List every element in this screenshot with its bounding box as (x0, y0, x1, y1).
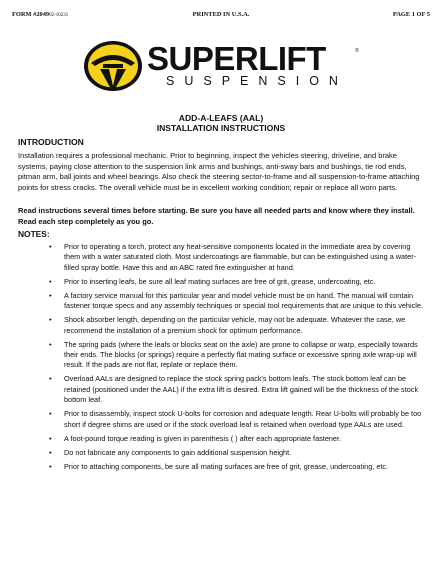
logo-emblem-icon (83, 39, 143, 93)
note-item: • Shock absorber length, depending on the particular vehicle, may not be adequate. Whatever the case, we recommend the installation of a premium shock for optimum performance. (49, 315, 406, 335)
superlift-logo (0, 39, 442, 99)
note-item: • Prior to attaching components, be sure all mating surfaces are free of grit, grease, undercoating, etc. (49, 461, 389, 471)
note-item: • Overload AALs are designed to replace the stock spring pack's bottom leafs. The stock bottom leaf can be retained (positioned under the AAL) if the extra lift is desired. Extra lift gained will be the thickness of the stock bottom leaf. (49, 374, 419, 405)
note-item: • Prior to disassembly, inspect stock U-bolts for corrosion and adequate length. Rear U-bolts will probably be too short if degree shims are used or if the stock overload leaf is retained when overload type AALs are used. (49, 409, 422, 429)
page-number: PAGE 1 OF 5 (392, 11, 430, 18)
document-title (0, 113, 442, 133)
title-line-2: INSTALLATION INSTRUCTIONS (156, 123, 286, 133)
printed-in-usa: PRINTED IN U.S.A. (192, 11, 250, 18)
notes-list (0, 242, 442, 476)
bullet-icon: • (49, 433, 52, 443)
bullet-icon: • (49, 339, 52, 349)
bullet-icon: • (49, 374, 52, 384)
bullet-icon: • (49, 447, 52, 457)
bullet-icon: • (49, 290, 52, 300)
title-line-1: ADD-A-LEAFS (AAL) (178, 113, 264, 123)
bullet-icon: • (49, 276, 52, 286)
note-item: • A factory service manual for this particular year and model vehicle must be on hand. The manual will contain fastener torque specs and any assembly techniques or special tool requirements that are unique to this vehicle. (49, 290, 423, 311)
read-instructions-warning: Read instructions several times before starting. Be sure you have all needed parts and know where they install. Read each step completely as you go. (18, 206, 415, 226)
note-item: • Prior to inserting leafs, be sure all leaf mating surfaces are free of grit, grease, undercoating, etc. (49, 276, 376, 286)
introduction-text: Installation requires a professional mechanic. Prior to beginning, inspect the vehicles steering, driveline, and brake systems, paying close attention to the suspension link arms and bushings, anti-sway bars and bushings, tie rod ends, pitman arm, ball joints and wheel bearings. Also check the steering sector-to-frame and all suspension-to-frame attaching points for stress cracks. The overall vehicle must be in excellent working condition; repair or replace all worn parts. (18, 151, 420, 192)
note-item: • Prior to operating a torch, protect any heat-sensitive components located in the immediate area by covering them with a water saturated cloth. Most undercoatings are flammable, but can be extinguished using a water-filled spray bottle. Have this and an ABC rated fire extinguisher at hand. (49, 242, 417, 272)
notes-heading: NOTES: (18, 229, 50, 239)
note-item: • The spring pads (where the leafs or blocks seat on the axle) are prone to collapse or warp, especially towards their ends. The blocks (or springs) require a perfectly flat mating surface or excessive spring axle wrap-up will result. If the pads are not flat, replate or replace them. (49, 339, 418, 370)
introduction-heading: INTRODUCTION (18, 137, 84, 147)
bullet-icon: • (49, 409, 52, 419)
registered-mark: ® (355, 48, 359, 54)
form-code: 02-10231 (49, 13, 69, 18)
bullet-icon: • (49, 242, 52, 251)
page-header (12, 11, 430, 21)
note-item: • Do not fabricate any components to gain additional suspension height. (49, 447, 292, 457)
form-number: FORM #204902-10231 (12, 11, 69, 18)
bullet-icon: • (49, 315, 52, 325)
note-item: • A foot-pound torque reading is given in parenthesis ( ) after each appropriate fastener. (49, 433, 342, 443)
brand-name: SUPERLIFT (147, 40, 326, 77)
brand-subtitle: SUSPENSION (166, 74, 348, 88)
bullet-icon: • (49, 461, 52, 471)
